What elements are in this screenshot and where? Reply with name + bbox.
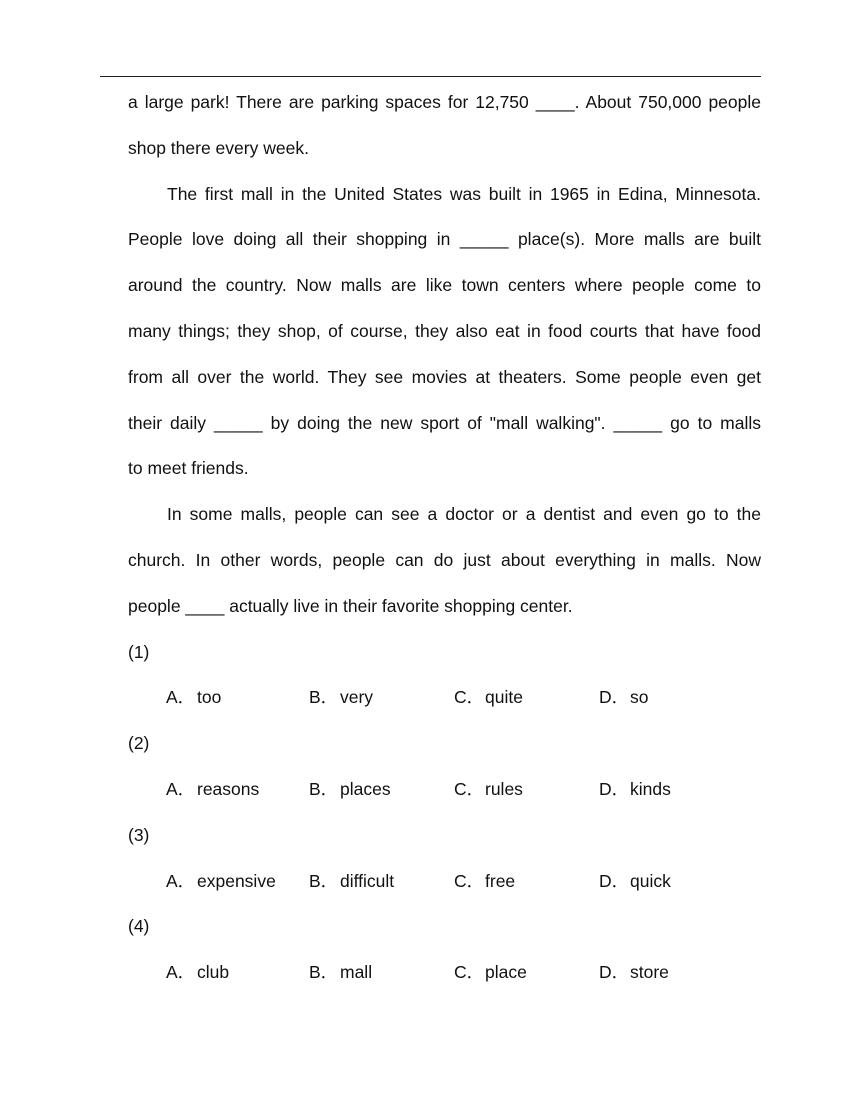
option-letter: B． — [309, 962, 339, 983]
passage-line: The first mall in the United States was built in 1965 in Edina, Minnesota. — [167, 183, 761, 204]
option-text: places — [340, 778, 391, 799]
option-text: quick — [630, 870, 671, 891]
passage-line: from all over the world. They see movies at theaters. Some people even get — [128, 366, 761, 387]
option-text: rules — [485, 778, 523, 799]
option-d[interactable] — [599, 767, 671, 813]
option-text: reasons — [197, 778, 260, 799]
option-row — [128, 859, 761, 905]
option-a[interactable] — [166, 859, 276, 905]
passage-line: around the country. Now malls are like town centers where people come to — [128, 275, 761, 296]
option-c[interactable] — [454, 767, 523, 813]
option-a[interactable] — [166, 767, 259, 813]
option-letter: D． — [599, 870, 630, 891]
option-b[interactable] — [309, 859, 394, 905]
option-a[interactable] — [166, 950, 229, 996]
option-c[interactable] — [454, 675, 523, 721]
option-text: kinds — [630, 778, 671, 799]
option-letter: C． — [454, 870, 485, 891]
page-content — [128, 80, 761, 996]
passage-line: their daily _____ by doing the new sport of "mall walking". _____ go to malls — [128, 412, 761, 433]
question-number: (3) — [128, 824, 150, 845]
option-b[interactable] — [309, 950, 372, 996]
option-text: expensive — [197, 870, 276, 891]
option-letter: A． — [166, 870, 196, 891]
option-a[interactable] — [166, 675, 221, 721]
option-letter: D． — [599, 962, 630, 983]
option-text: very — [340, 687, 374, 708]
option-letter: C． — [454, 778, 485, 799]
option-text: mall — [340, 962, 373, 983]
option-text: so — [630, 687, 649, 708]
passage — [128, 80, 761, 630]
option-letter: C． — [454, 687, 485, 708]
passage-line: many things; they shop, of course, they also eat in food courts that have food — [128, 320, 761, 341]
option-text: free — [485, 870, 516, 891]
option-text: store — [630, 962, 669, 983]
option-text: too — [197, 687, 222, 708]
passage-line: In some malls, people can see a doctor or a dentist and even go to the — [167, 504, 761, 525]
option-d[interactable] — [599, 859, 671, 905]
option-letter: A． — [166, 962, 196, 983]
option-d[interactable] — [599, 675, 648, 721]
option-d[interactable] — [599, 950, 669, 996]
questions — [128, 630, 761, 996]
option-letter: B． — [309, 687, 339, 708]
option-letter: C． — [454, 962, 485, 983]
option-letter: D． — [599, 687, 630, 708]
option-text: place — [485, 962, 527, 983]
passage-line: a large park! There are parking spaces for 12,750 ____. About 750,000 people — [128, 92, 761, 112]
passage-line: people ____ actually live in their favorite shopping center. — [128, 595, 573, 616]
option-row — [128, 675, 761, 721]
passage-line: People love doing all their shopping in _____ place(s). More malls are built — [128, 229, 761, 250]
option-text: quite — [485, 687, 523, 708]
option-c[interactable] — [454, 950, 527, 996]
passage-line: shop there every week. — [128, 137, 309, 158]
option-text: difficult — [340, 870, 395, 891]
option-row — [128, 950, 761, 996]
option-b[interactable] — [309, 767, 391, 813]
question-number: (2) — [128, 733, 150, 754]
question-number: (1) — [128, 641, 150, 662]
option-letter: B． — [309, 778, 339, 799]
option-letter: A． — [166, 778, 196, 799]
option-text: club — [197, 962, 230, 983]
passage-line: to meet friends. — [128, 458, 249, 479]
header-rule — [100, 76, 761, 77]
option-b[interactable] — [309, 675, 373, 721]
option-letter: A． — [166, 687, 196, 708]
question-number: (4) — [128, 916, 150, 937]
option-letter: B． — [309, 870, 339, 891]
option-row — [128, 767, 761, 813]
passage-line: church. In other words, people can do just about everything in malls. Now — [128, 549, 761, 570]
option-letter: D． — [599, 778, 630, 799]
option-c[interactable] — [454, 859, 515, 905]
